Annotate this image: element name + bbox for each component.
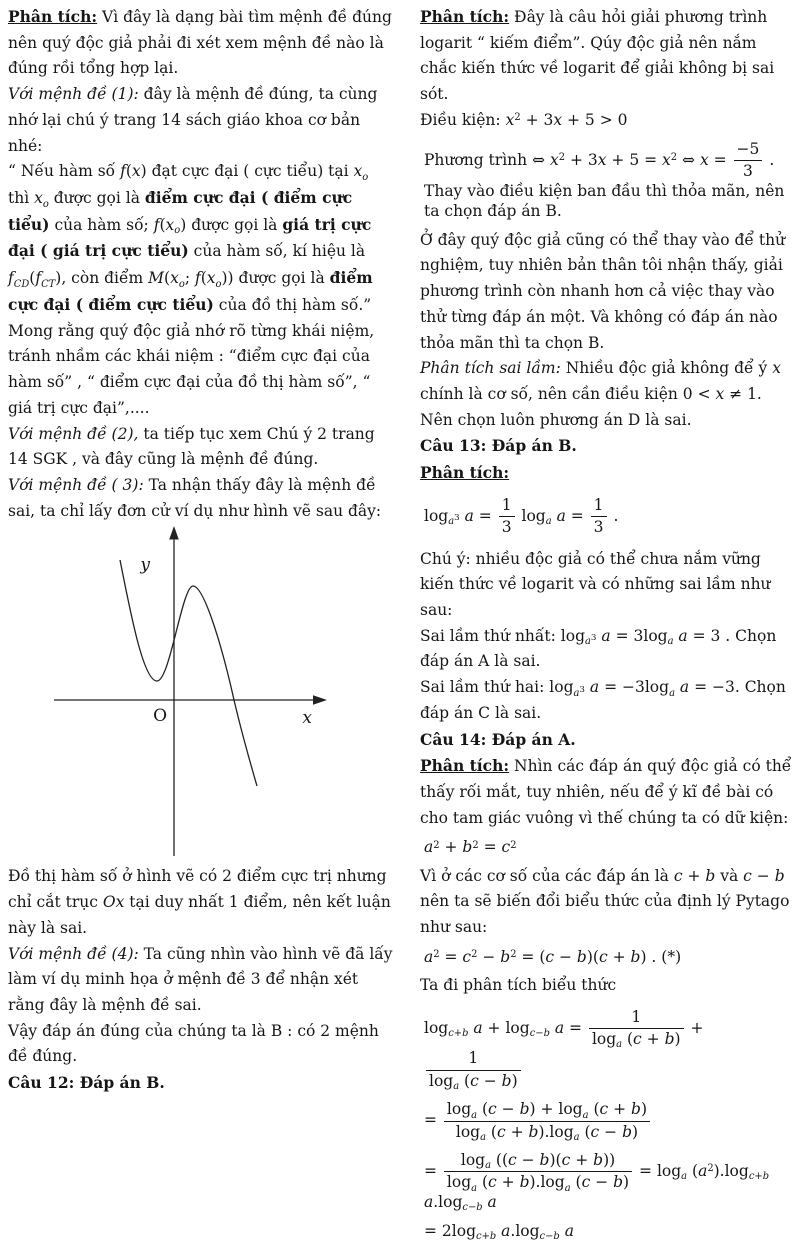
equation-solution: Phương trình ⇔ $x^2 + 3x + 5 = x^2$ ⇔ x = $\frac{-5}{3}$ . Thay vào điều kiện ban đầu thì thỏa mãn, nên ta chọn đáp án B. bbox=[424, 139, 785, 221]
paragraph-base-transform-note: Vì ở các cơ số của các đáp án là c + b và c − b nên ta sẽ biến đổi biểu thức của định lý Pytago như sau: bbox=[420, 866, 790, 937]
graph-canvas bbox=[54, 526, 344, 862]
paragraph-analysis-question-12: Phân tích: Đây là câu hỏi giải phương trình logarit “ kiếm điểm”. Qúy độc giả nên nắm chắc kiến thức về logarit để giải không bị sai sót. bbox=[420, 7, 775, 104]
equation-log-sum-step-1: $\log_{c+b} a + \log_{c-b} a$ = $\frac{1}{\log_a (c + b)}$ + $\frac{1}{\log_a (c - b)}$ bbox=[424, 1007, 704, 1093]
paragraph-final-answer-11: Vậy đáp án đúng của chúng ta là B : có 2 mệnh đề đúng. bbox=[8, 1021, 379, 1066]
paragraph-first-mistake: Sai lầm thứ nhất: $\log_{a^3} a = 3\log_a$ a = 3 . Chọn đáp án A là sai. bbox=[420, 626, 777, 671]
paragraph-second-mistake: Sai lầm thứ hai: $\log_{a^3} a = -3\log_a$ a = −3. Chọn đáp án C là sai. bbox=[420, 678, 786, 722]
paragraph-analysis-question-11: Phân tích: Vì đây là dạng bài tìm mệnh đề đúng nên quý độc giả phải đi xét xem mệnh đề nào là đúng rồi tổng hợp lại. bbox=[8, 7, 392, 78]
paragraph-trial-method-note: Ở đây quý độc giả cũng có thể thay vào để thử nghiệm, tuy nhiên bản thân tôi nhận thấy, giải phương trình còn nhanh hơn cả việc thay vào thử từng đáp án một. Và không có đáp án nào thỏa mãn thì ta chọn B. bbox=[420, 230, 786, 352]
x-axis-arrow-icon bbox=[313, 696, 327, 706]
paragraph-note-common-mistakes: Chú ý: nhiều độc giả có thể chưa nắm vững kiến thức về logarit và có những sai lầm như sau: bbox=[420, 549, 771, 619]
paragraph-statement-1: Với mệnh đề (1): đây là mệnh đề đúng, ta cùng nhớ lại chú ý trang 14 sách giáo khoa cơ bản nhé: bbox=[8, 85, 378, 155]
origin-label: O bbox=[153, 706, 167, 727]
paragraph-statement-2: Với mệnh đề (2), ta tiếp tục xem Chú ý 2 trang 14 SGK , và đây cũng là mệnh đề đúng. bbox=[8, 424, 375, 469]
y-axis-label: y bbox=[140, 555, 150, 576]
paragraph-graph-conclusion: Đồ thị hàm số ở hình vẽ có 2 điểm cực trị nhưng chỉ cắt trục Ox tại duy nhất 1 điểm, nên kết luận này là sai. bbox=[8, 867, 391, 937]
equation-log-sum-step-2: = $\frac{\log_a (c - b) + \log_a (c + b)}{\log_a (c + b).\log_a (c - b)}$ bbox=[424, 1100, 792, 1142]
paragraph-question-12-answer: Câu 12: Đáp án B. bbox=[8, 1073, 165, 1093]
paragraph-statement-3: Với mệnh đề ( 3): Ta nhận thấy đây là mệnh đề sai, ta chỉ lấy đơn cử ví dụ như hình vẽ sau đây: bbox=[8, 475, 382, 520]
left-column bbox=[8, 4, 394, 1247]
equation-log-identity: $\log_{a^3} a$ = $\frac{1}{3}$ $\log_a a$ = $\frac{1}{3}$ . bbox=[424, 495, 619, 537]
paragraph-analysis-heading-13: Phân tích: bbox=[420, 463, 510, 483]
y-axis-arrow-icon bbox=[169, 526, 179, 540]
equation-log-sum-step-4: = $2\log_{c+b}$ $a.\log_{c-b}$ a bbox=[424, 1222, 574, 1243]
paragraph-expression-analysis-intro: Ta đi phân tích biểu thức bbox=[420, 975, 617, 994]
paragraph-analysis-question-14: Phân tích: Nhìn các đáp án quý độc giả có thể thấy rối mắt, tuy nhiên, nếu để ý kĩ đề bài có cho tam giác vuông vì thế chúng ta có dữ kiện: bbox=[420, 756, 792, 827]
paragraph-condition-line: Điều kiện: $x^2 + 3x + 5 > 0$ bbox=[420, 110, 628, 129]
equation-pythagoras: $a^2 + b^2 = c^2$ bbox=[424, 838, 517, 857]
right-column bbox=[420, 4, 792, 1247]
equation-log-sum-step-3: = $\frac{\log_a ((c - b)(c + b))}{\log_a (c + b).\log_a (c - b)}$ = $\log_a (a^2).\log_{c+b}$ $a.\log_{c-b}$ a bbox=[424, 1150, 770, 1214]
paragraph-statement-4: Với mệnh đề (4): Ta cũng nhìn vào hình vẽ đã lấy làm ví dụ minh họa ở mệnh đề 3 để nhận xét rằng đây là mệnh đề sai. bbox=[8, 944, 393, 1014]
x-axis-label: x bbox=[302, 708, 312, 729]
cubic-curve bbox=[120, 560, 257, 786]
paragraph-question-13-answer: Câu 13: Đáp án B. bbox=[420, 436, 577, 456]
function-graph-figure bbox=[54, 526, 394, 862]
paragraph-textbook-quote: “ Nếu hàm số f(x) đạt cực đại ( cực tiểu) tại $x_o$ thì $x_o$ được gọi là điểm cực đại ( điểm cực tiểu) của hàm số; $f(x_o)$ được gọi là giá trị cực đại ( giá trị cực tiểu) của hàm số, kí hiệu là $f_{CD}(f_{CT})$, còn điểm $M(x_o$; $f(x_o)$) được gọi là điểm cực đại ( điểm cực tiểu) của đồ thị hàm số.” Mong rằng quý độc giả nhớ rõ từng khái niệm, tránh nhầm các khái niệm : “điểm cực đại của hàm số” , “ điểm cực đại của đồ thị hàm số”, “ giá trị cực đại”,.... bbox=[8, 162, 375, 417]
paragraph-question-14-answer: Câu 14: Đáp án A. bbox=[420, 729, 576, 749]
equation-factored-identity: $a^2 = c^2 - b^2 = (c - b)(c + b)$ . (*) bbox=[424, 947, 682, 966]
paragraph-mistake-analysis-12: Phân tích sai lầm: Nhiều độc giả không để ý x chính là cơ số, nên cần điều kiện 0 < x ≠ 1. Nên chọn luôn phương án D là sai. bbox=[420, 359, 781, 429]
